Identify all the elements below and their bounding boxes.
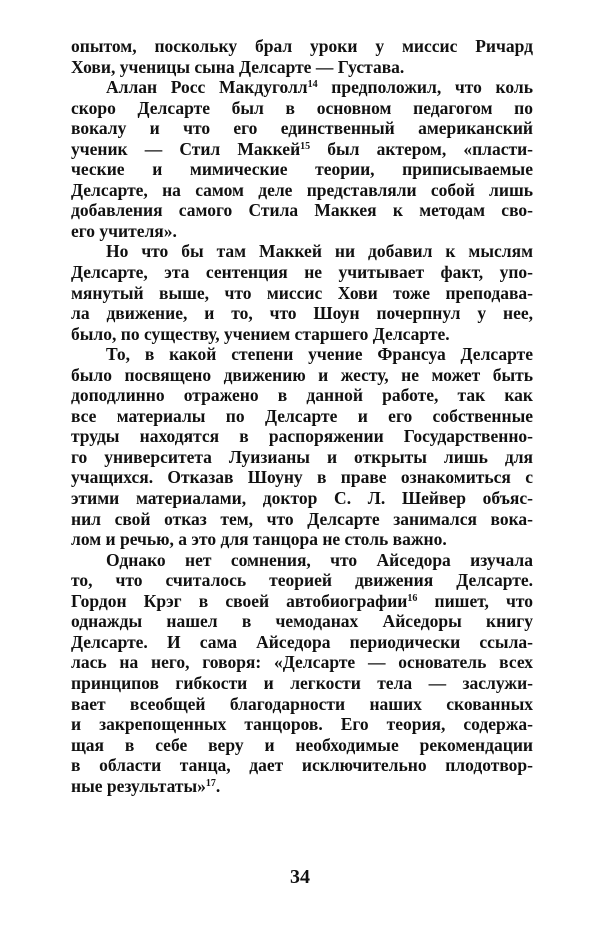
text-line <box>71 118 533 139</box>
text-line <box>71 467 533 488</box>
page-number: 34 <box>290 866 310 888</box>
text-line <box>71 159 533 180</box>
text-line <box>71 694 533 715</box>
text-segment: все материалы по Делсарте и его собственные <box>71 405 533 426</box>
text-line <box>71 36 533 57</box>
footnote-ref: 15 <box>300 140 311 152</box>
text-segment: Делсарте, на самом деле представляли собой лишь <box>71 179 533 200</box>
text-segment: Гордон Крэг в своей автобиографии <box>71 590 408 611</box>
text-line <box>71 509 533 530</box>
text-segment: труды находятся в распоряжении Государственно- <box>71 426 533 447</box>
text-line <box>71 632 533 653</box>
text-line <box>71 488 533 509</box>
text-line <box>71 447 533 468</box>
text-segment: добавления самого Стила Маккея к методам сво- <box>71 200 533 221</box>
text-segment: лась на него, говоря: «Делсарте — основатель всех <box>71 652 533 673</box>
text-segment: Но что бы там Маккей ни добавил к мыслям <box>106 241 533 262</box>
text-line <box>71 200 533 221</box>
text-segment: ческие и мимические теории, приписываемые <box>71 159 533 180</box>
text-segment: было посвящено движению и жесту, не может быть <box>71 364 533 385</box>
text-segment: ученик — Стил Маккей <box>71 138 301 159</box>
paragraph <box>71 550 533 797</box>
text-segment: скоро Делсарте был в основном педагогом по <box>71 97 533 118</box>
paragraph <box>71 77 533 241</box>
text-line <box>71 426 533 447</box>
text-line <box>71 262 533 283</box>
text-segment: ные результаты» <box>71 775 206 796</box>
text-line <box>71 77 533 98</box>
text-line <box>71 529 533 550</box>
text-line <box>71 303 533 324</box>
text-segment: . <box>215 775 221 796</box>
text-segment: предположил, что коль <box>317 77 533 98</box>
text-line <box>71 98 533 119</box>
text-line <box>71 385 533 406</box>
text-line <box>71 344 533 365</box>
text-line <box>71 57 533 78</box>
text-segment: Делсарте. И сама Айседора периодически ссыла- <box>71 631 533 652</box>
text-segment: Однако нет сомнения, что Айседора изучала <box>106 549 533 570</box>
text-line <box>71 283 533 304</box>
text-segment: и закрепощенных танцоров. Его теория, содержа- <box>71 714 533 735</box>
text-line <box>71 324 533 345</box>
text-line <box>71 611 533 632</box>
text-segment: нил свой отказ тем, что Делсарте занимался вока- <box>71 508 533 529</box>
text-segment: было, по существу, учением старшего Делсарте. <box>71 323 450 344</box>
text-segment: то, что считалось теорией движения Делсарте. <box>71 570 533 591</box>
text-segment: однажды нашел в чемоданах Айседоры книгу <box>71 611 533 632</box>
text-line <box>71 714 533 735</box>
text-line <box>71 570 533 591</box>
text-segment: доподлинно отражено в данной работе, так как <box>71 385 533 406</box>
footnote-ref: 16 <box>407 592 418 604</box>
text-line <box>71 755 533 776</box>
text-line <box>71 365 533 386</box>
text-segment: Делсарте, эта сентенция не учитывает факт, упо- <box>71 262 533 283</box>
paragraph <box>71 36 533 77</box>
text-segment: вает всеобщей благодарности наших скованных <box>71 693 533 714</box>
paragraph <box>71 241 533 344</box>
text-segment: Аллан Росс Макдуголл <box>106 77 308 98</box>
text-segment: го университета Луизианы и открыты лишь для <box>71 446 533 467</box>
footnote-ref: 14 <box>307 79 318 91</box>
text-segment: этими материалами, доктор С. Л. Шейвер объяс- <box>71 488 533 509</box>
text-line <box>71 550 533 571</box>
text-segment: в области танца, дает исключительно плодотвор- <box>71 755 533 776</box>
paragraph <box>71 344 533 549</box>
text-segment: был актером, «пласти- <box>310 138 533 159</box>
text-line <box>71 241 533 262</box>
footnote-ref: 17 <box>205 777 216 789</box>
text-segment: То, в какой степени учение Франсуа Делсарте <box>106 344 533 365</box>
text-line <box>71 673 533 694</box>
text-line <box>71 406 533 427</box>
text-line <box>71 652 533 673</box>
text-segment: мянутый выше, что миссис Хови тоже преподава- <box>71 282 533 303</box>
text-segment: Хови, ученицы сына Делсарте — Густава. <box>71 56 405 77</box>
text-line <box>71 776 533 797</box>
text-line <box>71 180 533 201</box>
text-segment: вокалу и что его единственный американский <box>71 118 533 139</box>
text-segment: опытом, поскольку брал уроки у миссис Ричард <box>71 36 533 56</box>
text-segment: пишет, что <box>417 590 533 611</box>
text-line <box>71 735 533 756</box>
text-line <box>71 221 533 242</box>
text-line <box>71 591 533 612</box>
text-segment: его учителя». <box>71 220 177 241</box>
text-segment: щая в себе веру и необходимые рекомендации <box>71 734 533 755</box>
text-line <box>71 139 533 160</box>
book-page-text <box>71 36 533 796</box>
text-segment: учащихся. Отказав Шоуну в праве ознакомиться с <box>71 467 533 488</box>
text-segment: лом и речью, а это для танцора не столь важно. <box>71 529 447 550</box>
text-segment: принципов гибкости и легкости тела — заслужи- <box>71 672 533 693</box>
text-segment: ла движение, и то, что Шоун почерпнул у нее, <box>71 303 533 324</box>
